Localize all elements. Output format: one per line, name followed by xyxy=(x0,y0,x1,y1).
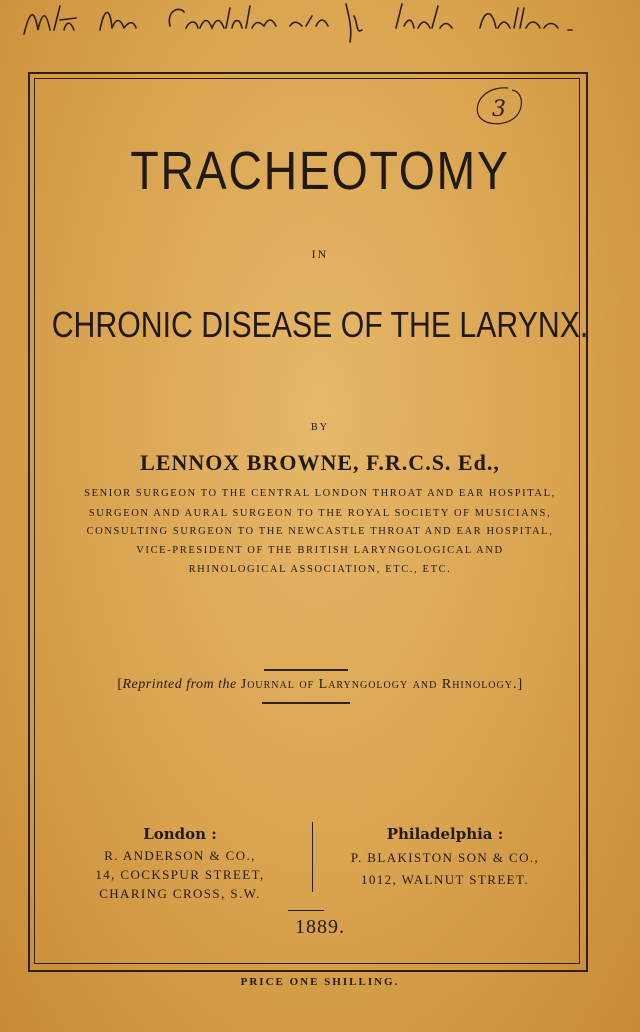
london-publisher-line: CHARING CROSS, S.W. xyxy=(99,886,261,901)
reprint-close-bracket: ] xyxy=(517,677,523,692)
book-subtitle: CHRONIC DISEASE OF THE LARYNX. xyxy=(51,304,589,345)
journal-name: Journal of Laryngology and Rhinology. xyxy=(240,677,518,692)
author-credential: SURGEON AND AURAL SURGEON TO THE ROYAL SOCIETY OF MUSICIANS, xyxy=(88,508,552,519)
reprint-note xyxy=(0,677,640,693)
author-credential: SENIOR SURGEON TO THE CENTRAL LONDON THROAT AND EAR HOSPITAL, xyxy=(84,488,556,499)
london-heading: London : xyxy=(143,825,217,843)
divider-rule xyxy=(264,669,348,671)
shelfmark-annotation xyxy=(468,82,528,132)
handwritten-inscription xyxy=(20,0,620,44)
price-line: PRICE ONE SHILLING. xyxy=(240,976,400,988)
by-line: BY xyxy=(311,422,329,433)
column-divider xyxy=(312,822,313,892)
divider-rule xyxy=(262,702,350,704)
philadelphia-publisher-line: 1012, WALNUT STREET. xyxy=(360,872,530,887)
shelfmark-circle-icon xyxy=(468,82,528,132)
svg-text:3: 3 xyxy=(492,97,506,122)
reprint-source-label: Reprinted from the xyxy=(122,677,237,692)
author-credential: VICE-PRESIDENT OF THE BRITISH LARYNGOLOGICAL AND xyxy=(136,545,504,556)
title-connector: IN xyxy=(311,247,329,261)
london-publisher-line: R. ANDERSON & CO., xyxy=(104,848,256,863)
london-publisher-line: 14, COCKSPUR STREET, xyxy=(95,867,265,882)
book-title: TRACHEOTOMY xyxy=(130,141,510,201)
philadelphia-publisher-line: P. BLAKISTON SON & CO., xyxy=(350,850,540,865)
philadelphia-heading: Philadelphia : xyxy=(386,825,504,843)
reprint-open-bracket: [ xyxy=(117,677,123,692)
year-rule xyxy=(288,910,324,911)
inscription-script-image xyxy=(20,0,620,44)
author-credential: CONSULTING SURGEON TO THE NEWCASTLE THROAT AND EAR HOSPITAL, xyxy=(86,526,554,537)
publication-year: 1889. xyxy=(295,916,345,938)
author-credential: RHINOLOGICAL ASSOCIATION, ETC., ETC. xyxy=(188,564,452,575)
author-name: LENNOX BROWNE, F.R.C.S. Ed., xyxy=(140,450,500,475)
